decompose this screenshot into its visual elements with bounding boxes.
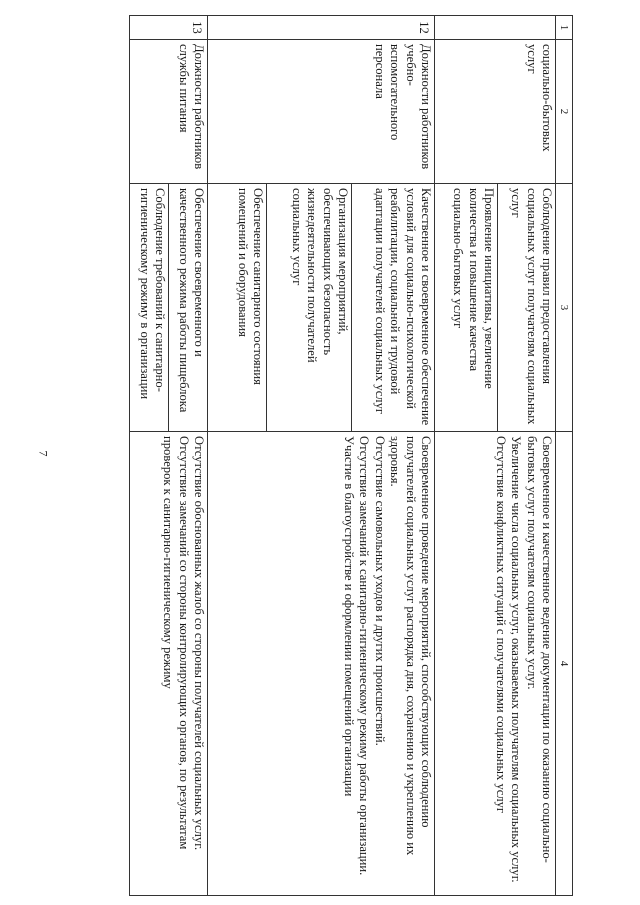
indicators-cell [208,432,435,896]
indicator-line: Своевременное проведение мероприятий, способствующих соблюдению получателей социальных услуг распорядка дня, сохранению и укреплению их здоровья. [388,436,433,856]
criteria-cell: Обеспечение своевременного и качественного режима работы пищеблока [169,184,208,432]
criteria-cell: Проявление инициативы, увеличение количества и повышение качества социально-бытовых услуг [435,184,498,432]
header-cell: 1 [556,16,573,40]
criteria-table [129,15,573,896]
indicators-cell [130,432,208,896]
indicator-line: Отсутствие обоснованных жалоб со стороны получателей социальных услуг. [192,436,206,851]
table-row [169,16,208,896]
indicator-line: Своевременное и качественное ведение документации по оказанию социально-бытовых услуг получателям социальных услуг. [524,436,554,863]
page-number: 7 [36,450,51,457]
criteria-cell: Соблюдение правил предоставления социальных услуг получателям социальных услуг [498,184,556,432]
table-header-row [556,16,573,896]
indicator-line: Участие в благоустройстве и оформлении помещений организации [341,436,356,797]
criteria-cell: Обеспечение санитарного состояния помещений и оборудования [208,184,267,432]
position-cell: Должности работников учебно-вспомогательного персонала [208,40,435,184]
indicator-line: Отсутствие самовольных уходов и других происшествий. [372,436,387,746]
position-cell: Должности работников службы питания [130,40,208,184]
header-cell: 2 [556,40,573,184]
criteria-cell: Организация мероприятий, обеспечивающих безопасность жизнедеятельности получателей социальных услуг [267,184,352,432]
position-cell: социально-бытовых услуг [435,40,556,184]
indicator-line: Увеличение числа социальных услуг, оказываемых получателям социальных услуг. [509,436,524,883]
table-row [352,16,435,896]
criteria-cell: Качественное и своевременное обеспечение условий для социально-психологической реабилитации, социальной и трудовой адаптации получателей социальных услуг [352,184,435,432]
row-number [435,16,556,40]
indicators-cell [435,432,556,896]
header-cell: 4 [556,432,573,896]
table-row [498,16,556,896]
row-number: 12 [208,16,435,40]
indicator-line: Отсутствие замечаний со стороны контролирующих органов, по результатам проверок к санитарно-гигиеническому режиму [161,436,191,850]
criteria-cell: Соблюдение требований к санитарно-гигиеническому режиму в организации [130,184,169,432]
rotated-page-content [98,15,573,895]
header-cell: 3 [556,184,573,432]
indicator-line: Отсутствие конфликтных ситуаций с получателями социальных услуг [493,436,508,814]
indicator-line: Отсутствие замечаний к санитарно-гигиеническому режиму работы организации. [357,436,372,876]
row-number: 13 [130,16,208,40]
